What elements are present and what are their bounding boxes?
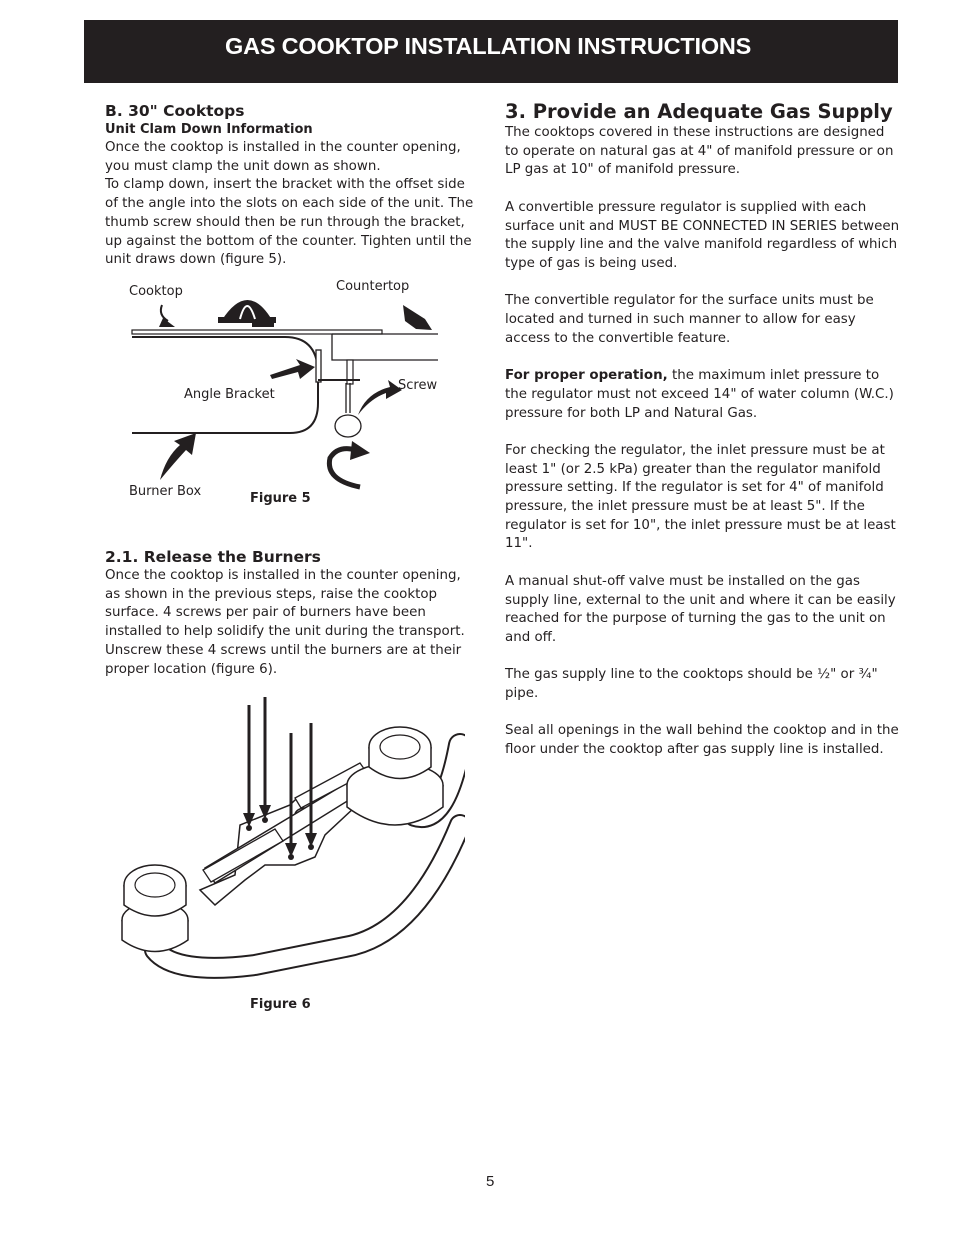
left-column — [105, 101, 475, 270]
gas-supply-heading: 3. Provide an Adequate Gas Supply — [505, 100, 893, 123]
gas-supply-paragraph-5: For checking the regulator, the inlet pressure must be at least 1" (or 2.5 kPa) greater than the regulator manifold pressure setting. If the regulator is set for 4" of manifold pressure, the inlet pressure must be at least 5". If the regulator is set for 10", the inlet pressure must be at least 11". — [505, 442, 896, 552]
gas-supply-paragraph-4 — [505, 367, 900, 423]
gas-supply-paragraph-6: A manual shut-off valve must be installed on the gas supply line, external to the unit and where it can be easily reached for the purpose of turning the gas to the unit on and off. — [505, 573, 896, 645]
gas-supply-paragraph-3: The convertible regulator for the surface units must be located and turned in such manner to allow for easy access to the convertible feature. — [505, 293, 874, 346]
gas-supply-paragraph-2: A convertible pressure regulator is supplied with each surface unit and MUST BE CONNECTED IN SERIES between the supply line and the valve manifold regardless of which type of gas is being used. — [505, 199, 900, 271]
label-cooktop: Cooktop — [129, 284, 183, 299]
gas-supply-paragraph-8: Seal all openings in the wall behind the cooktop and in the floor under the cooktop after gas supply line is installed. — [505, 723, 899, 758]
section-b-paragraph-1: Once the cooktop is installed in the counter opening, you must clamp the unit down as shown. — [105, 140, 461, 174]
figure-5-caption: Figure 5 — [250, 491, 311, 506]
label-angle-bracket: Angle Bracket — [184, 387, 275, 402]
page-number: 5 — [486, 1173, 495, 1190]
right-column — [505, 100, 900, 778]
section-b-paragraph-2: To clamp down, insert the bracket with the offset side of the angle into the slots on each side of the unit. The thumb screw should then be run through the bracket, up against the bottom of the counter. Tighten until the unit draws down (figure 5). — [105, 177, 474, 268]
label-countertop: Countertop — [336, 279, 410, 294]
figure-6 — [115, 695, 465, 995]
page-title: GAS COOKTOP INSTALLATION INSTRUCTIONS — [225, 33, 752, 59]
figure-5 — [120, 275, 450, 515]
gas-supply-paragraph-7: The gas supply line to the cooktops should be ½" or ¾" pipe. — [505, 667, 878, 701]
section-2-1-heading: 2.1. Release the Burners — [105, 548, 321, 566]
proper-operation-bold: For proper operation, — [505, 368, 668, 384]
page-header — [84, 20, 898, 83]
section-b-subheading: Unit Clam Down Information — [105, 122, 313, 137]
section-2-1 — [105, 547, 475, 679]
section-b-heading: B. 30" Cooktops — [105, 102, 245, 120]
figure-6-caption: Figure 6 — [250, 997, 311, 1012]
figure-5-illustration — [120, 275, 450, 515]
section-2-1-paragraph: Once the cooktop is installed in the counter opening, as shown in the previous steps, raise the cooktop surface. 4 screws per pair of burners have been installed to help solidify the unit during the transport. Unscrew these 4 screws until the burners are at their proper location (figure 6). — [105, 568, 465, 677]
label-burner-box: Burner Box — [129, 484, 202, 499]
figure-6-illustration — [115, 695, 465, 995]
gas-supply-paragraph-1: The cooktops covered in these instructions are designed to operate on natural gas at 4" of manifold pressure or on LP gas at 10" of manifold pressure. — [505, 125, 894, 178]
label-screw: Screw — [398, 378, 438, 393]
proper-operation-text: the maximum inlet pressure to the regulator must not exceed 14" of water column (W.C.) pressure for both LP and Natural Gas. — [505, 368, 894, 421]
